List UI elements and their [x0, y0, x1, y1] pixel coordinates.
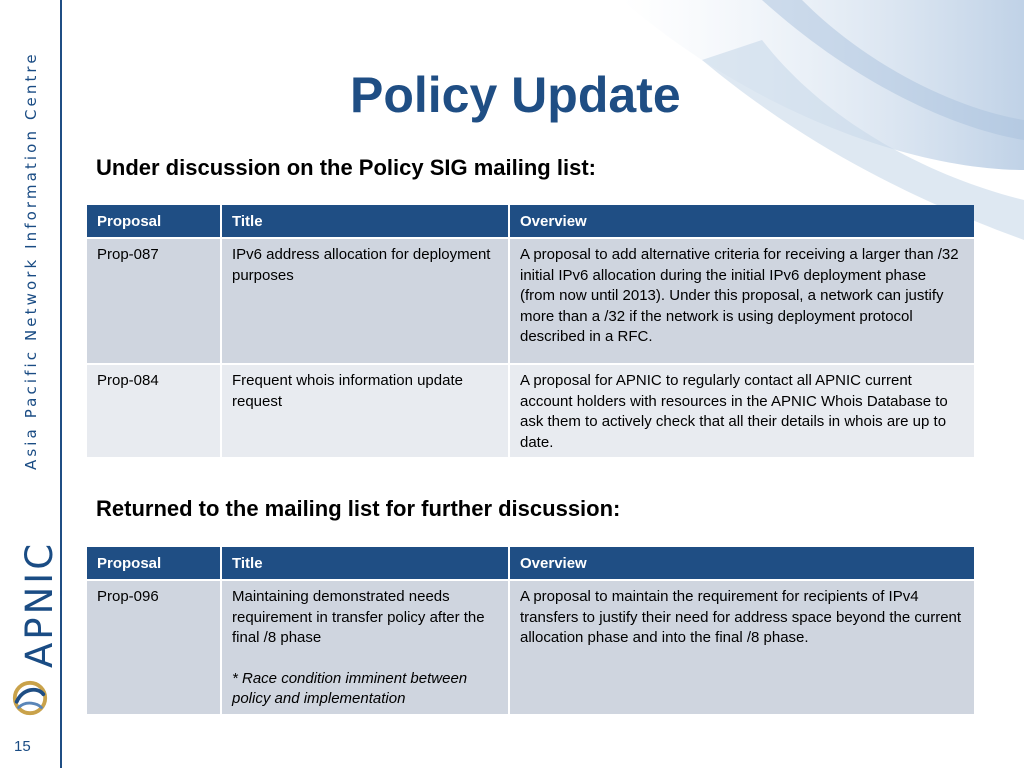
table-header-row	[87, 205, 974, 237]
title-cell	[222, 581, 508, 714]
proposal-cell: Prop-084	[87, 365, 220, 457]
table-row	[87, 365, 974, 457]
proposals-table-returned	[85, 545, 976, 716]
title-text: Maintaining demonstrated needs requirement in transfer policy after the final /8 phase	[232, 588, 485, 646]
column-header-title: Title	[222, 547, 508, 579]
overview-cell: A proposal to add alternative criteria for receiving a larger than /32 initial IPv6 allocation during the initial IPv6 deployment phase (from now until 2013). Under this proposal, a network can justify more than a /32 if the network is using deployment protocol described in a RFC.	[510, 239, 974, 363]
column-header-proposal: Proposal	[87, 205, 220, 237]
overview-cell: A proposal for APNIC to regularly contact all APNIC current account holders with resources in the APNIC Whois Database to ask them to actively check that all their details in whois are up to date.	[510, 365, 974, 457]
table-row	[87, 581, 974, 714]
proposals-table-under-discussion	[85, 203, 976, 459]
apnic-logo-icon	[11, 678, 49, 718]
title-cell: Frequent whois information update request	[222, 365, 508, 457]
proposal-cell: Prop-087	[87, 239, 220, 363]
column-header-proposal: Proposal	[87, 547, 220, 579]
column-header-title: Title	[222, 205, 508, 237]
brand-wordmark: APNIC	[18, 540, 61, 668]
proposal-cell: Prop-096	[87, 581, 220, 714]
slide-title: Policy Update	[350, 67, 681, 123]
overview-cell: A proposal to maintain the requirement for recipients of IPv4 transfers to justify their need for address space beyond the current allocation phase and into the final /8 phase.	[510, 581, 974, 714]
column-header-overview: Overview	[510, 547, 974, 579]
column-header-overview: Overview	[510, 205, 974, 237]
section-heading-under-discussion: Under discussion on the Policy SIG mailing list:	[96, 155, 596, 180]
sidebar	[0, 0, 62, 768]
table-row	[87, 239, 974, 363]
organization-name: Asia Pacific Network Information Centre	[22, 51, 40, 470]
table-header-row	[87, 547, 974, 579]
title-note: * Race condition imminent between policy and implementation	[232, 669, 468, 707]
section-heading-returned: Returned to the mailing list for further discussion:	[96, 496, 621, 521]
title-cell: IPv6 address allocation for deployment purposes	[222, 239, 508, 363]
page-number: 15	[14, 738, 31, 755]
